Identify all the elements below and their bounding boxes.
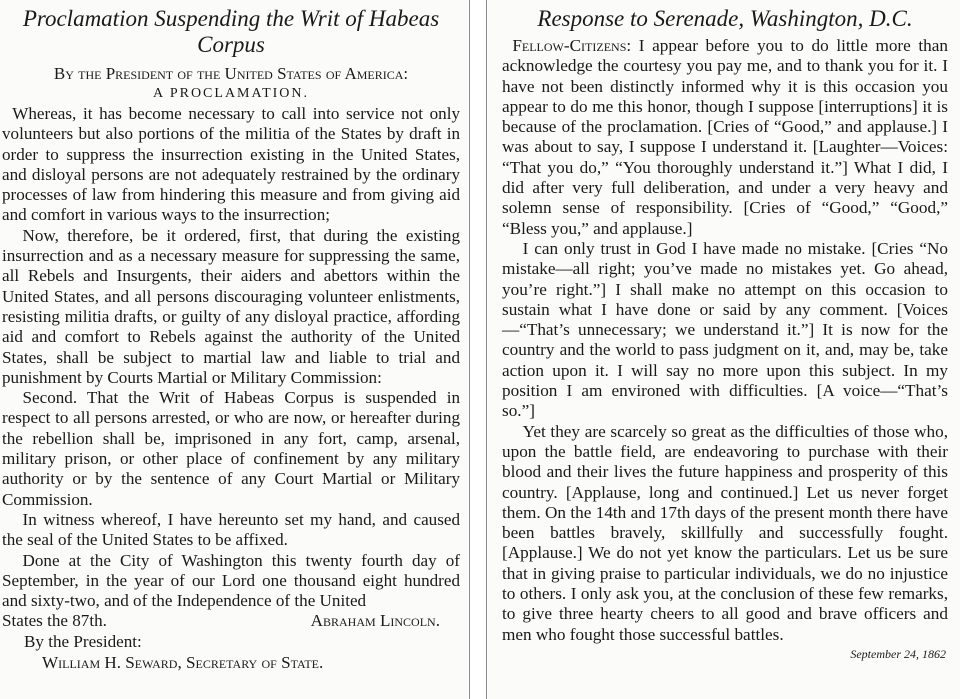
- by-the-president: By the President:: [24, 631, 142, 651]
- proclamation-paragraph: Second. That the Writ of Habeas Corpus is suspended in respect to all persons arrested, or who are now, or hereafter during the rebellion shall be, imprisoned in any fort, camp, arsenal, military prison, or other place of confinement by any military authority or by the sentence of any Court Martial or Military Commission.: [2, 388, 460, 509]
- proclamation-paragraph: In witness whereof, I have hereunto set my hand, and caused the seal of the United States to be affixed.: [2, 509, 460, 550]
- proclamation-subheading: A PROCLAMATION.: [152, 86, 309, 101]
- proclamation-paragraph: Done at the City of Washington this twenty fourth day of September, in the year of our Lord one thousand eight hundred and sixty-two, and of the Independence of the United: [2, 550, 460, 611]
- proclamation-heading: By the President of the United States of America:: [53, 64, 409, 83]
- countersign-text: William H. Seward, Secretary of State.: [42, 653, 324, 673]
- serenade-title: Response to Serenade, Washington, D.C.: [537, 6, 913, 31]
- proclamation-title: Proclamation Suspending the Writ of Habeas Corpus: [22, 6, 440, 57]
- serenade-paragraph: Yet they are scarcely so great as the difficulties of those who, upon the battle field, are endeavoring to purchase with their blood and their lives the future happiness and prosperity of this country. [Applause, long and continued.] Let us never forget them. On the 14th and 17th days of the present month there have been battles bravely, skillfully and successfully fought. [Applause.] We do not yet know the particulars. Let us be sure that in giving praise to particular individuals, we do no injustice to others. I only ask you, at the conclusion of these few remarks, to give three hearty cheers to all good and brave officers and men who fought those successful battles.: [502, 421, 948, 644]
- column-rule: [469, 0, 470, 699]
- salutation: Fellow-Citizens:: [512, 36, 632, 55]
- speech-date: September 24, 1862: [850, 646, 946, 661]
- serenade-paragraph: I can only trust in God I have made no mistake. [Cries “No mistake—all right; you’ve made no mistakes yet. Go ahead, you’re right.”] I shall make no attempt on this occasion to sustain what I have done or said by any comment. [Voices—“That’s unnecessary; we understand it.”] It is now for the country and the world to pass judgment on it, and, may be, take action upon it. I will say no more upon this subject. In my position I am environed with difficulties. [A voice—“That’s so.”]: [502, 238, 948, 421]
- page-gutter: [468, 0, 488, 699]
- signature-line: [2, 611, 460, 631]
- serenade-paragraph: [502, 36, 948, 239]
- proclamation-paragraph: Now, therefore, be it ordered, first, that during the existing insurrection and as a necessary measure for suppressing the same, all Rebels and Insurgents, their aiders and abettors within the United States, and all persons discouraging volunteer enlistments, resisting militia drafts, or guilty of any disloyal practice, affording aid and comfort to Rebels against the authority of the United States, shall be subject to martial law and liable to trial and punishment by Courts Martial or Military Commission:: [2, 225, 460, 387]
- first-paragraph-text: I appear before you to do little more than acknowledge the courtesy you pay me, and to thank you for it. I have not been distinctly informed why it is this occasion you appear to do me this honor, though I suppose [interruptions] it is because of the proclamation. [Cries of “Good,” and applause.] I was about to say, I suppose I understand it. [Laughter—Voices: “That you do,” “You thoroughly understand it.”] What I did, I did after very full deliberation, and under a very heavy and solemn sense of responsibility. [Cries of “Good,” “Good,” “Bless you,” and applause.]: [502, 36, 948, 238]
- column-rule: [486, 0, 487, 699]
- left-page: [0, 0, 468, 699]
- proclamation-paragraph: Whereas, it has become necessary to call into service not only volunteers but also portions of the militia of the States by draft in order to suppress the insurrection existing in the United States, and disloyal persons are not adequately restrained by the ordinary processes of law from hindering this measure and from giving aid and comfort in various ways to the insurrection;: [2, 104, 460, 225]
- lincoln-signature: Abraham Lincoln.: [310, 611, 440, 631]
- seward-countersign: [2, 652, 460, 674]
- closing-text: States the 87th.: [2, 611, 107, 631]
- right-page: [488, 0, 960, 699]
